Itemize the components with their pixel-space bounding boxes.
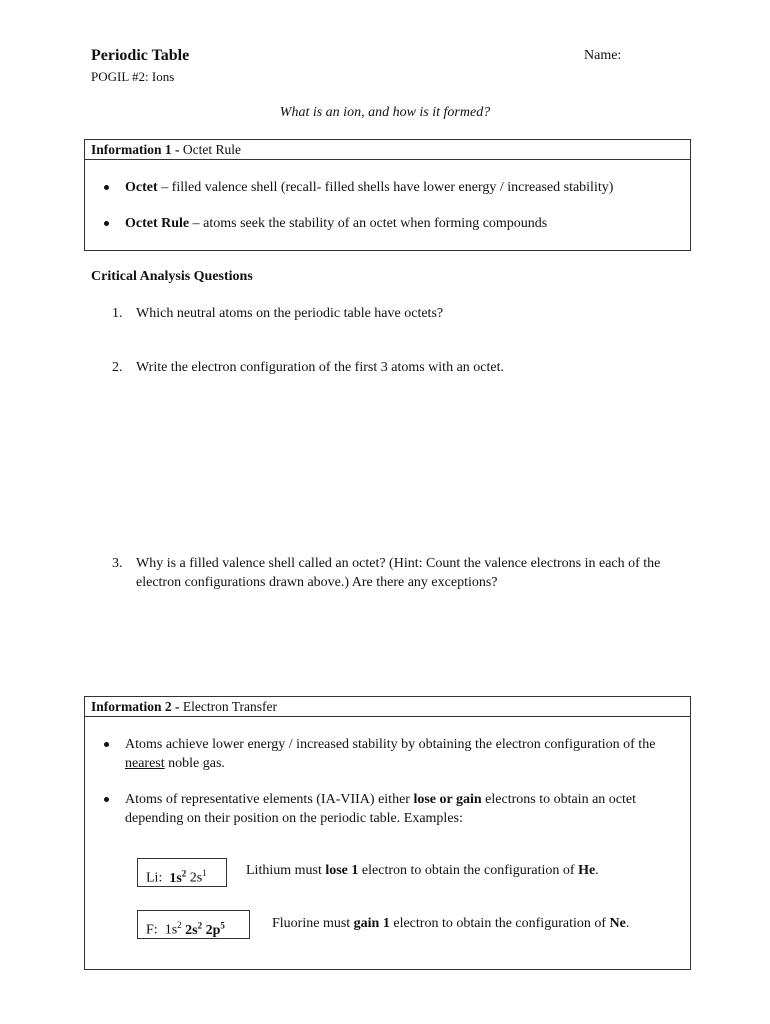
section-heading: Critical Analysis Questions: [91, 269, 253, 284]
list-item: Octet – filled valence shell (recall- filled shells have lower energy / increased stability): [125, 178, 678, 197]
question-item: 2. Write the electron configuration of the first 3 atoms with an octet.: [112, 360, 504, 375]
bullet-icon: [104, 185, 109, 190]
info2-header: Information 2 - Electron Transfer: [85, 697, 690, 717]
info1-header: Information 1 - Octet Rule: [85, 140, 690, 160]
info1-box: [84, 139, 691, 251]
f-explanation: Fluorine must gain 1 electron to obtain the configuration of Ne.: [272, 916, 630, 931]
bullet-icon: [104, 221, 109, 226]
info2-box: [84, 696, 691, 970]
bullet-icon: [104, 797, 109, 802]
page-subtitle: POGIL #2: Ions: [91, 69, 175, 84]
list-item: Atoms achieve lower energy / increased stability by obtaining the electron configuration of the nearest noble gas.: [125, 735, 678, 773]
name-label: Name:: [584, 48, 622, 63]
f-configuration-box: F: $1s^2$ $2s^2$ $2p^5$: [137, 910, 250, 939]
guiding-question: What is an ion, and how is it formed?: [279, 105, 491, 120]
li-configuration-box: Li: $1s^2$ $2s^1$: [137, 858, 227, 887]
question-item: 3. Why is a filled valence shell called an octet? (Hint: Count the valence electrons in each of the electron configurations drawn above.) Are there any exceptions?: [112, 556, 661, 590]
question-item: 1. Which neutral atoms on the periodic table have octets?: [112, 306, 444, 321]
bullet-icon: [104, 742, 109, 747]
li-explanation: Lithium must lose 1 electron to obtain the configuration of He.: [246, 863, 599, 878]
list-item: Atoms of representative elements (IA-VIIA) either lose or gain electrons to obtain an octet depending on their position on the periodic table. Examples:: [125, 790, 678, 828]
page-title: Periodic Table: [91, 47, 190, 64]
list-item: Octet Rule – atoms seek the stability of an octet when forming compounds: [125, 214, 678, 233]
